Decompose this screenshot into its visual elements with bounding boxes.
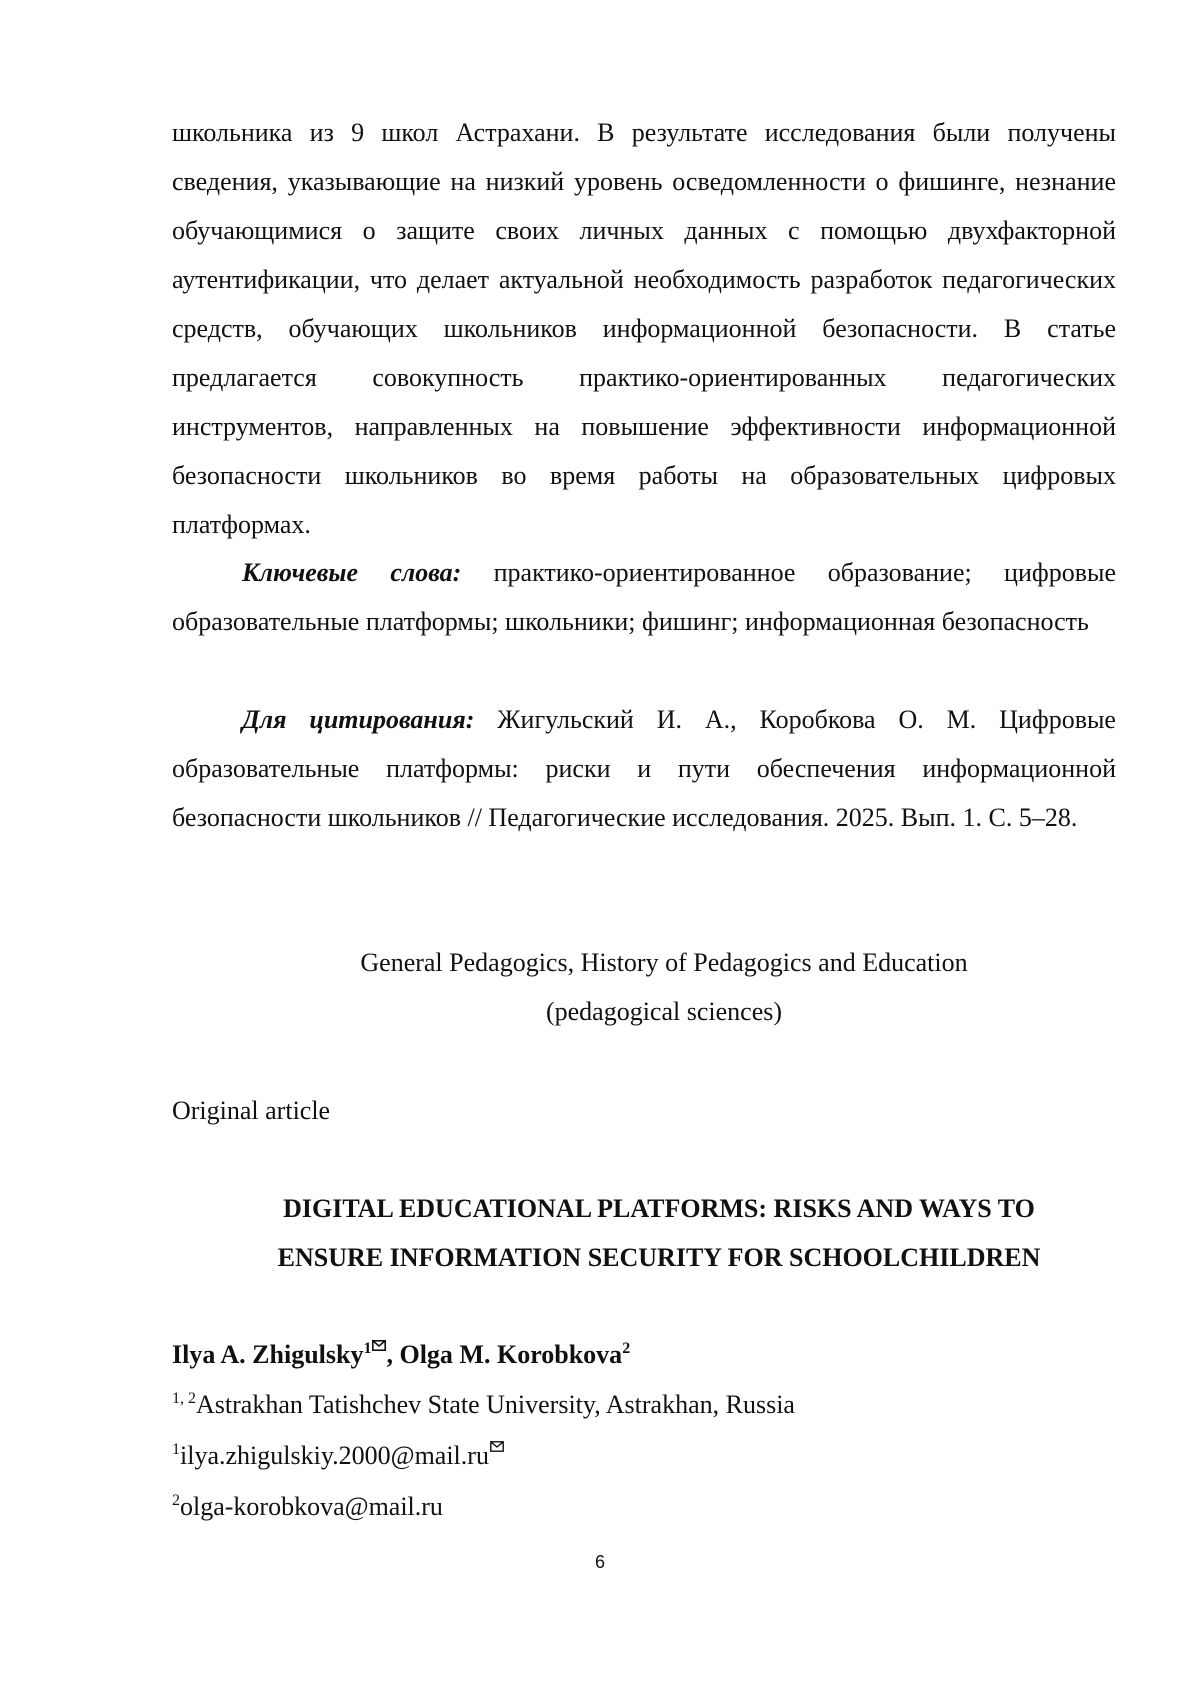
title-line-1: DIGITAL EDUCATIONAL PLATFORMS: RISKS AND WAYS TO [283,1194,1035,1223]
authors-line [172,1330,630,1379]
author-separator: , [386,1340,400,1369]
article-title [172,1184,1116,1282]
citation-paragraph [172,695,1116,842]
affiliation-sup: 1, 2 [172,1390,196,1407]
affiliation-line [172,1380,795,1429]
email-2-address[interactable]: olga-korobkova@mail.ru [180,1492,443,1521]
envelope-icon [372,1340,386,1351]
envelope-icon [490,1441,504,1452]
author-1-sup: 1 [363,1340,372,1357]
keywords-label: Ключевые слова: [242,558,462,587]
author-1-name: Ilya A. Zhigulsky [172,1340,364,1369]
author-2-sup: 2 [622,1340,631,1357]
abstract-continuation [172,108,1116,549]
email-1-address[interactable]: ilya.zhigulskiy.2000@mail.ru [180,1441,489,1470]
section-line-1: General Pedagogics, History of Pedagogics and Education [360,948,968,977]
affiliation-text: Astrakhan Tatishchev State University, Astrakhan, Russia [196,1390,795,1419]
author-2-name: Olga M. Korobkova [399,1340,623,1369]
citation-text: Жигульский И. А., Коробкова О. М. Цифровые образовательные платформы: риски и пути обеспечения информационной безопасности школьников // Педагогические исследования. 2025. Вып. 1. С. 5–28. [172,705,1116,832]
email-1-sup: 1 [172,1441,180,1458]
citation-label: Для цитирования: [242,705,475,734]
page-number: 6 [594,1552,605,1572]
email-line-2 [172,1482,443,1531]
keywords-text: практико-ориентированное образование; цифровые образовательные платформы; школьники; фишинг; информационная безопасность [172,558,1116,636]
article-type: Original article [172,1096,331,1125]
email-2-sup: 2 [172,1492,180,1509]
email-line-1 [172,1431,504,1480]
section-line-2: (pedagogical sciences) [545,997,783,1026]
section-heading [172,938,1116,1036]
abstract-text: школьника из 9 школ Астрахани. В результате исследования были получены сведения, указывающие на низкий уровень осведомленности о фишинге, незнание обучающимися о защите своих личных данных с помощью двухфакторной аутентификации, что делает актуальной необходимость разработок педагогических средств, обучающих школьников информационной безопасности. В статье предлагается совокупность практико-ориентированных педагогических инструментов, направленных на повышение эффективности информационной безопасности школьников во время работы на образовательных цифровых платформах. [172,118,1116,539]
title-line-2: ENSURE INFORMATION SECURITY FOR SCHOOLCHILDREN [277,1243,1041,1272]
keywords-paragraph [172,548,1116,646]
